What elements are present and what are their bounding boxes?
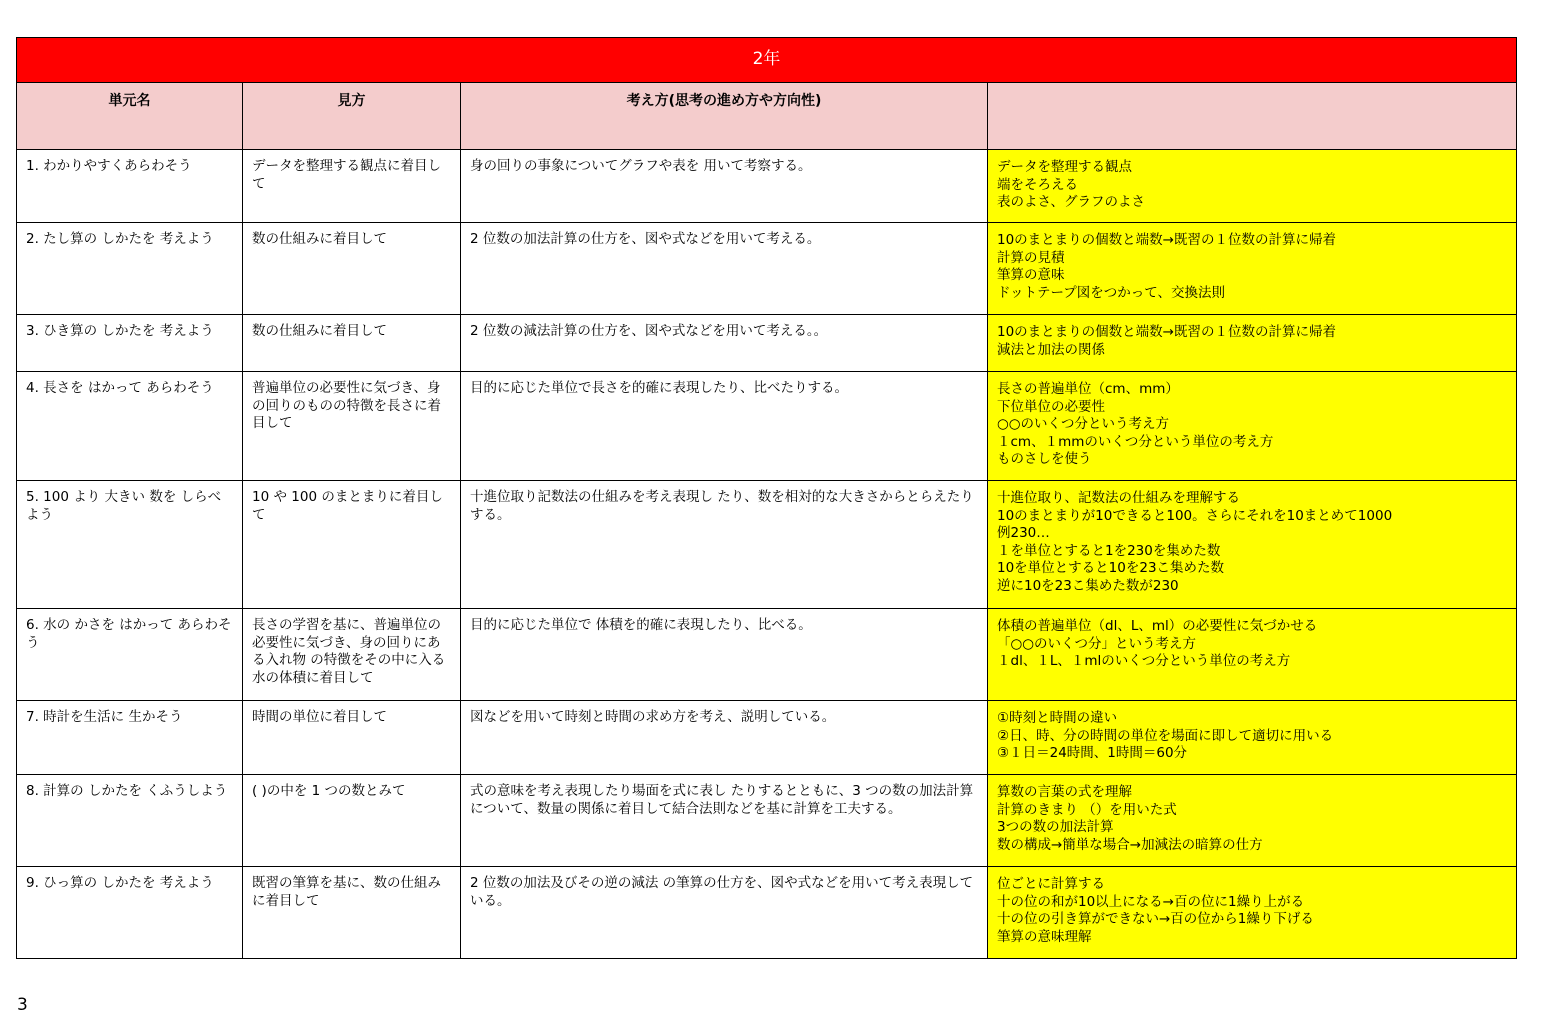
view-cell: 長さの学習を基に、普遍単位の必要性に気づき、身の回りにある入れ物 の特徴をその中に入る水の体積に着目して	[243, 609, 461, 701]
note-line: 計算の見積	[997, 249, 1065, 266]
title-row	[17, 38, 1517, 83]
note-line: ○○のいくつ分という考え方	[997, 416, 1170, 432]
note-line: 10のまとまりが10できると100。さらにそれを10まとめて1000	[997, 507, 1393, 524]
note-line: 位ごとに計算する	[997, 876, 1105, 892]
unit-cell: 8. 計算の しかたを くふうしよう	[17, 775, 243, 867]
table-row	[17, 609, 1517, 701]
header-thinking: 考え方(思考の進め方や方向性)	[461, 83, 988, 150]
notes-cell	[988, 775, 1517, 867]
notes-cell	[988, 867, 1517, 959]
view-cell: データを整理する観点に着目して	[243, 150, 461, 223]
note-line: １dl、１L、１mlのいくつ分という単位の考え方	[997, 653, 1291, 669]
notes-cell	[988, 701, 1517, 775]
unit-cell: 9. ひっ算の しかたを 考えよう	[17, 867, 243, 959]
note-line: 十の位の和が10以上になる→百の位に1繰り上がる	[997, 893, 1305, 910]
view-cell: 数の仕組みに着目して	[243, 315, 461, 372]
notes-cell	[988, 315, 1517, 372]
table-row	[17, 372, 1517, 481]
unit-cell: 2. たし算の しかたを 考えよう	[17, 223, 243, 315]
note-line: ②日、時、分の時間の単位を場面に即して適切に用いる	[997, 727, 1334, 744]
note-line: 十の位の引き算ができない→百の位から1繰り下げる	[997, 911, 1314, 927]
thinking-cell: 目的に応じた単位で 体積を的確に表現したり、比べる。	[461, 609, 988, 701]
note-line: 逆に10を23こ集めた数が230	[997, 577, 1179, 594]
view-cell: 普遍単位の必要性に気づき、身の回りのものの特徴を長さに着目して	[243, 372, 461, 481]
view-cell: 数の仕組みに着目して	[243, 223, 461, 315]
page-number: 3	[17, 995, 28, 1015]
note-line: 算数の言葉の式を理解	[997, 784, 1132, 800]
thinking-cell: 式の意味を考え表現したり場面を式に表し たりするとともに、3 つの数の加法計算について、数量の関係に着目して結合法則などを基に計算を工夫する。	[461, 775, 988, 867]
note-line: 10のまとまりの個数と端数→既習の１位数の計算に帰着	[997, 232, 1336, 248]
thinking-cell: 2 位数の加法計算の仕方を、図や式などを用いて考える。	[461, 223, 988, 315]
table-row	[17, 867, 1517, 959]
thinking-cell: 十進位取り記数法の仕組みを考え表現し たり、数を相対的な大きさからとらえたりする。	[461, 481, 988, 609]
note-line: 例230…	[997, 525, 1050, 541]
note-line: 3つの数の加法計算	[997, 819, 1114, 835]
table-row	[17, 150, 1517, 223]
thinking-cell: 2 位数の加法及びその逆の減法 の筆算の仕方を、図や式などを用いて考え表現している。	[461, 867, 988, 959]
unit-cell: 7. 時計を生活に 生かそう	[17, 701, 243, 775]
note-line: 10を単位とすると10を23こ集めた数	[997, 560, 1225, 576]
notes-cell	[988, 372, 1517, 481]
unit-cell: 5. 100 より 大きい 数を しらべよう	[17, 481, 243, 609]
table-row	[17, 481, 1517, 609]
note-line: 筆算の意味	[997, 267, 1065, 283]
notes-cell	[988, 481, 1517, 609]
note-line: 10のまとまりの個数と端数→既習の１位数の計算に帰着	[997, 324, 1336, 340]
note-line: 数の構成→簡単な場合→加減法の暗算の仕方	[997, 836, 1263, 853]
table-row	[17, 701, 1517, 775]
notes-cell	[988, 223, 1517, 315]
note-line: １cm、１mmのいくつ分という単位の考え方	[997, 433, 1274, 450]
note-line: ③１日＝24時間、1時間＝60分	[997, 745, 1188, 761]
unit-cell: 1. わかりやすくあらわそう	[17, 150, 243, 223]
thinking-cell: 身の回りの事象についてグラフや表を 用いて考察する。	[461, 150, 988, 223]
note-line: ①時刻と時間の違い	[997, 710, 1118, 726]
table-row	[17, 223, 1517, 315]
grade-title: 2年	[17, 38, 1517, 83]
unit-cell: 3. ひき算の しかたを 考えよう	[17, 315, 243, 372]
header-unit: 単元名	[17, 83, 243, 150]
thinking-cell: 2 位数の減法計算の仕方を、図や式などを用いて考える。。	[461, 315, 988, 372]
note-line: 表のよさ、グラフのよさ	[997, 194, 1145, 210]
view-cell: ( )の中を 1 つの数とみて	[243, 775, 461, 867]
header-view: 見方	[243, 83, 461, 150]
notes-cell	[988, 150, 1517, 223]
note-line: 減法と加法の関係	[997, 341, 1105, 358]
note-line: 長さの普遍単位（cm、mm）	[997, 381, 1179, 397]
notes-cell	[988, 609, 1517, 701]
view-cell: 既習の筆算を基に、数の仕組みに着目して	[243, 867, 461, 959]
note-line: 筆算の意味理解	[997, 928, 1092, 945]
header-notes	[988, 83, 1517, 150]
table-row	[17, 775, 1517, 867]
note-line: 十進位取り、記数法の仕組みを理解する	[997, 490, 1240, 506]
view-cell: 時間の単位に着目して	[243, 701, 461, 775]
note-line: 端をそろえる	[997, 176, 1078, 193]
note-line: 計算のきまり （）を用いた式	[997, 801, 1177, 818]
header-row	[17, 83, 1517, 150]
note-line: １を単位とすると1を230を集めた数	[997, 542, 1221, 559]
table-row	[17, 315, 1517, 372]
note-line: 「○○のいくつ分」という考え方	[997, 635, 1197, 652]
note-line: データを整理する観点	[997, 159, 1132, 175]
thinking-cell: 図などを用いて時刻と時間の求め方を考え、説明している。	[461, 701, 988, 775]
curriculum-table	[16, 37, 1517, 959]
unit-cell: 4. 長さを はかって あらわそう	[17, 372, 243, 481]
note-line: ドットテープ図をつかって、交換法則	[997, 284, 1226, 301]
view-cell: 10 や 100 のまとまりに着目して	[243, 481, 461, 609]
note-line: ものさしを使う	[997, 451, 1092, 467]
unit-cell: 6. 水の かさを はかって あらわそう	[17, 609, 243, 701]
thinking-cell: 目的に応じた単位で長さを的確に表現したり、比べたりする。	[461, 372, 988, 481]
note-line: 体積の普遍単位（dl、L、ml）の必要性に気づかせる	[997, 618, 1318, 634]
note-line: 下位単位の必要性	[997, 398, 1105, 415]
